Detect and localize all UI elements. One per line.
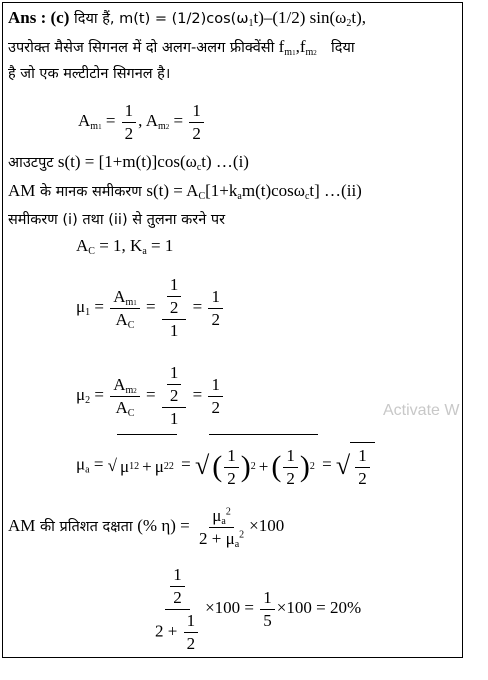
efficiency-equation: AM की प्रतिशत दक्षता (% η) = $\frac{\mu_a^2}{2 + \mu_a^2}$ ×100 (8, 505, 285, 550)
am-standard-equation: AM के मानक समीकरण $s(t) = A_C[1+k_am(t)\cos\omega_ct]$ …(ii) (8, 181, 362, 202)
comparison-text: समीकरण (i) तथा (ii) से तुलना करने पर (8, 212, 226, 228)
answer-label: Ans : (c) (8, 8, 70, 27)
activate-windows-watermark: Activate W (383, 402, 460, 419)
mu1-equation: $\mu_1$ = $\frac{A_{m1}}{A_C}$ = $\frac{\frac{1}{2}}{1}$ = $\frac{1}{2}$ (76, 262, 225, 352)
final-result: $\frac{1}{2}$ 2 + $\frac{1}{2}$ ×100 = $\frac{1}{5}$ ×100 = 20% (155, 564, 362, 653)
message-signal-text: उपरोक्त मैसेज सिगनल में दो अलग-अलग फ्रीक्वेंसी $f_{m1},f_{m2}$ दिया (8, 37, 355, 58)
amplitude-equation: $A_{m1}$ = $\frac{1}{2}$ , $A_{m2}$ = $\frac{1}{2}$ (78, 98, 206, 145)
mu2-equation: $\mu_2$ = $\frac{A_{m2}}{A_C}$ = $\frac{\frac{1}{2}}{1}$ = $\frac{1}{2}$ (76, 350, 225, 440)
output-equation: आउटपुट $s(t) = [1+m(t)]\cos(\omega_ct)$ …(i) (8, 152, 249, 173)
answer-line: Ans : (c) दिया हैं, $m(t) = (1/2)\cos(\omega_1t)-(1/2)$ $\sin(\omega_2t)$, (8, 8, 367, 29)
mu-a-equation: $\mu_a$ = √ μ 1 2 + μ 2 2 = √ ( $\frac{1}{2}$ ) 2 + ( $\frac{1}{2}$ ) 2 = √ $\frac{1}{2}$ (76, 434, 375, 497)
constants-line: $A_C = 1$, $K_a = 1$ (76, 236, 174, 257)
multitone-text: है जो एक मल्टीटोन सिगनल है। (8, 66, 171, 82)
